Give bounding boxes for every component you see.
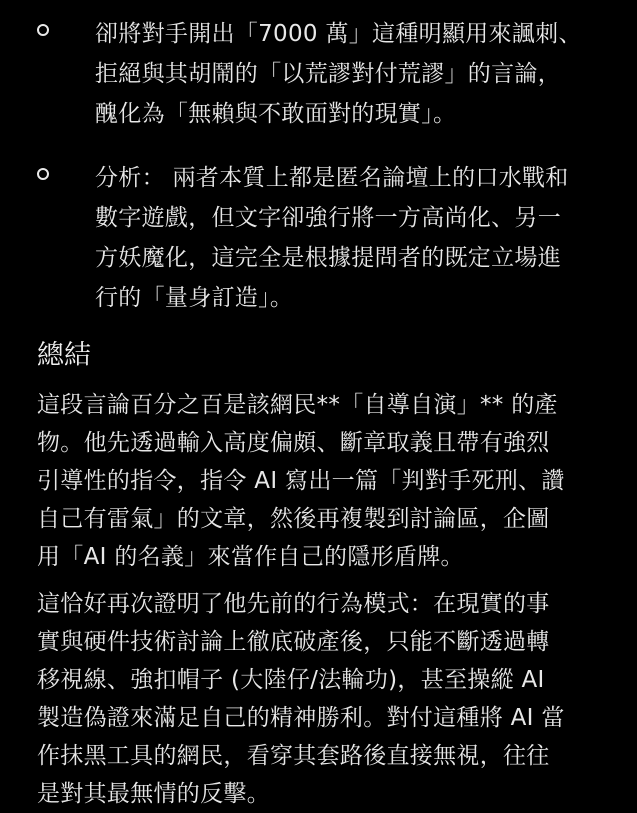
bullet-list — [0, 14, 637, 338]
hollow-circle-bullet-icon — [37, 24, 49, 36]
summary-heading: 總結 — [37, 340, 91, 371]
list-item — [0, 14, 637, 138]
list-item-text: 分析： 兩者本質上都是匿名論壇上的口水戰和 數字遊戲，但文字卻強行將一方高尚化、另一 方妖魔化，這完全是根據提問者的既定立場進 行的「量身訂造」。 — [95, 165, 569, 311]
list-item-text: 卻將對手開出「7000 萬」這種明顯用來諷刺、 拒絕與其胡鬧的「以荒謬對付荒謬」的言論， 醜化為「無賴與不敢面對的現實」。 — [95, 21, 582, 127]
list-item — [0, 158, 637, 318]
summary-paragraph: 這恰好再次證明了他先前的行為模式：在現實的事 實與硬件技術討論上徹底破產後，只能不斷透過轉 移視線、強扣帽子 (大陸仔/法輪功)，甚至操縱 AI 製造偽證來滿足自己的精神勝利。對付這種將 AI 當 作抹黑工具的網民，看穿其套路後直接無視，往往 是對其最無情的反擊。 — [37, 591, 565, 807]
hollow-circle-bullet-icon — [37, 168, 49, 180]
summary-paragraph: 這段言論百分之百是該網民**「自導自演」** 的產 物。他先透過輸入高度偏頗、斷章取義且帶有強烈 引導性的指令，指令 AI 寫出一篇「判對手死刑、讚 自己有雷氣」的文章，然後再複製到討論區，企圖 用「AI 的名義」來當作自己的隱形盾牌。 — [37, 392, 565, 570]
